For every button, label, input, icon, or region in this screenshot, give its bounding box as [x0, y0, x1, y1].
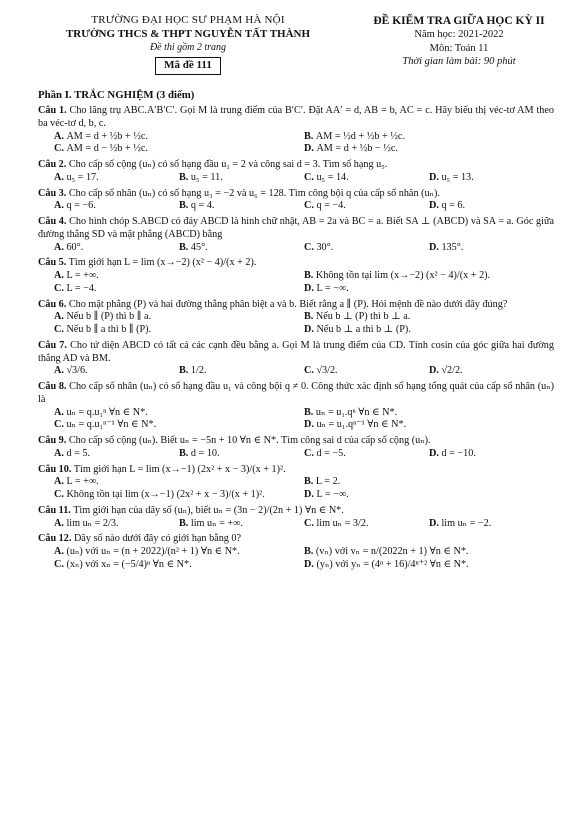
option-text: Nếu b ∥ (P) thì b ∥ a.	[66, 311, 152, 323]
answer-options	[38, 311, 554, 337]
option-letter: B.	[179, 447, 191, 459]
question	[38, 216, 554, 254]
question	[38, 533, 554, 571]
answer-option	[54, 324, 304, 337]
option-letter: A.	[54, 130, 67, 142]
question	[38, 257, 554, 295]
answer-options	[38, 448, 554, 461]
option-letter: A.	[54, 365, 67, 377]
question	[38, 381, 554, 432]
option-letter: D.	[304, 143, 317, 155]
question-stem	[38, 159, 554, 172]
question-text: Cho cấp số nhân (uₙ) có số hạng đầu u₁ và công bội q ≠ 0. Công thức xác định số hạng tổng quát của cấp số nhân (uₙ) là	[38, 381, 554, 405]
answer-option	[54, 518, 179, 531]
question-text: Dãy số nào dưới đây có giới hạn bằng 0?	[71, 533, 242, 545]
answer-option	[179, 172, 304, 185]
answer-option	[304, 324, 554, 337]
option-text: lim uₙ = +∞.	[190, 517, 243, 529]
option-text: Nếu b ⊥ (P) thì b ⊥ a.	[315, 311, 411, 323]
duration: Thời gian làm bài: 90 phút	[402, 55, 516, 67]
option-letter: D.	[429, 365, 442, 377]
question	[38, 435, 554, 461]
answer-option	[54, 365, 179, 378]
question-text: Cho mặt phẳng (P) và hai đường thẳng phân biệt a và b. Biết rằng a ∥ (P). Hỏi mệnh đề nào dưới đây đúng?	[66, 298, 508, 310]
option-letter: B.	[304, 476, 316, 488]
option-letter: D.	[429, 517, 442, 529]
question	[38, 159, 554, 185]
answer-option	[304, 242, 429, 255]
option-text: uₙ = u₁.qⁿ ∀n ∈ N*.	[315, 406, 398, 418]
question-text: Cho tứ diện ABCD có tất cả các cạnh đều bằng a. Gọi M là trung điểm của CD. Tính cosin của góc giữa hai đường thẳng AD và BM.	[38, 339, 554, 364]
question-number: Câu 8.	[38, 381, 67, 393]
option-text: L = −∞.	[316, 282, 349, 294]
question-stem	[38, 299, 554, 312]
answer-option	[179, 200, 304, 213]
question-text: Cho hình chóp S.ABCD có đáy ABCD là hình chữ nhật, AB = 2a và BC = a. Biết SA ⊥ (ABCD) và SA = a. Góc giữa đường thẳng SD và mặt phẳng (ABCD) bằng	[38, 216, 554, 240]
option-letter: D.	[429, 200, 442, 212]
option-letter: A.	[54, 311, 67, 323]
answer-option	[304, 200, 429, 213]
question	[38, 105, 554, 156]
option-text: 60°.	[66, 241, 84, 253]
question-number: Câu 12.	[38, 533, 72, 545]
option-letter: A.	[54, 517, 67, 529]
question	[38, 299, 554, 337]
answer-option	[54, 131, 304, 144]
question-text: Cho lăng trụ ABC.A′B′C′. Gọi M là trung điểm của B′C′. Đặt AA′ = d, AB = b, AC = c. Hãy biểu thị véc-tơ AM theo ba véc-tơ d, b, c.	[38, 105, 554, 129]
question-number: Câu 6.	[38, 298, 67, 310]
option-letter: C.	[54, 282, 67, 294]
question-number: Câu 2.	[38, 159, 67, 171]
option-letter: D.	[304, 558, 317, 570]
option-letter: A.	[54, 200, 67, 212]
option-text: 45°.	[190, 241, 208, 253]
option-letter: A.	[54, 546, 67, 558]
answer-option	[304, 131, 554, 144]
option-text: lim uₙ = 3/2.	[316, 517, 369, 529]
question-number: Câu 1.	[38, 105, 67, 117]
answer-option	[304, 559, 554, 572]
option-letter: C.	[304, 447, 317, 459]
answer-options	[38, 200, 554, 213]
option-text: q = −4.	[316, 200, 346, 212]
option-text: u₅ = 13.	[441, 171, 474, 183]
university-name: TRƯỜNG ĐẠI HỌC SƯ PHẠM HÀ NỘI	[91, 14, 285, 26]
option-text: Nếu b ⊥ a thì b ⊥ (P).	[316, 324, 411, 336]
exam-info-block	[364, 14, 554, 75]
option-letter: D.	[304, 324, 317, 336]
option-letter: C.	[54, 419, 67, 431]
option-text: uₙ = q.u₁ⁿ ∀n ∈ N*.	[66, 406, 148, 418]
option-text: (yₙ) với yₙ = (4ⁿ + 16)/4ⁿ⁺² ∀n ∈ N*.	[316, 558, 469, 570]
option-text: uₙ = u₁.qⁿ⁻¹ ∀n ∈ N*.	[316, 419, 407, 431]
answer-option	[54, 242, 179, 255]
option-letter: C.	[54, 489, 67, 501]
option-letter: D.	[304, 489, 317, 501]
answer-options	[38, 242, 554, 255]
answer-options	[38, 270, 554, 296]
option-letter: B.	[304, 406, 316, 418]
option-letter: A.	[54, 270, 67, 282]
answer-option	[429, 365, 554, 378]
option-letter: A.	[54, 171, 67, 183]
option-text: d = 10.	[190, 447, 220, 459]
question-list	[38, 105, 554, 572]
answer-options	[38, 546, 554, 572]
question-text: Cho cấp số nhân (uₙ) có số hạng u₃ = −2 và u₆ = 128. Tìm công bội q của cấp số nhân (uₙ).	[66, 187, 440, 199]
question-stem	[38, 216, 554, 242]
answer-options	[38, 518, 554, 531]
question	[38, 505, 554, 531]
answer-options	[38, 172, 554, 185]
answer-option	[54, 143, 304, 156]
option-text: d = −5.	[316, 447, 346, 459]
answer-option	[304, 365, 429, 378]
answer-option	[304, 546, 554, 559]
answer-option	[179, 518, 304, 531]
question	[38, 464, 554, 502]
option-text: d = 5.	[66, 447, 91, 459]
answer-option	[54, 172, 179, 185]
answer-options	[38, 407, 554, 433]
answer-option	[304, 489, 554, 502]
answer-option	[304, 448, 429, 461]
option-letter: B.	[179, 171, 191, 183]
option-letter: D.	[429, 447, 442, 459]
option-letter: C.	[54, 324, 67, 336]
school-name: TRƯỜNG THCS & THPT NGUYỄN TẤT THÀNH	[65, 27, 311, 40]
option-text: Nếu b ∥ a thì b ∥ (P).	[66, 324, 152, 336]
exam-code-box: Mã đề 111	[155, 57, 221, 75]
answer-option	[54, 476, 304, 489]
answer-option	[429, 242, 554, 255]
option-letter: D.	[304, 419, 317, 431]
option-text: u₅ = 17.	[66, 171, 99, 183]
answer-options	[38, 131, 554, 157]
question-stem	[38, 505, 554, 518]
option-text: q = −6.	[66, 200, 96, 212]
answer-option	[54, 546, 304, 559]
answer-option	[179, 448, 304, 461]
question-text: Tìm giới hạn L = lim (x→−2) (x² − 4)/(x + 2).	[66, 257, 257, 269]
question-stem	[38, 464, 554, 477]
answer-option	[304, 143, 554, 156]
question-stem	[38, 533, 554, 546]
answer-option	[304, 518, 429, 531]
option-letter: A.	[54, 476, 67, 488]
question	[38, 188, 554, 214]
option-letter: D.	[429, 171, 442, 183]
page-count-note: Đề thi gồm 2 trang	[149, 41, 227, 53]
question	[38, 340, 554, 378]
option-text: (xₙ) với xₙ = (−5/4)ⁿ ∀n ∈ N*.	[66, 558, 192, 570]
answer-option	[54, 559, 304, 572]
answer-option	[54, 448, 179, 461]
question-stem	[38, 435, 554, 448]
answer-option	[304, 283, 554, 296]
answer-option	[54, 270, 304, 283]
option-text: L = +∞.	[66, 270, 99, 282]
option-text: √3/6.	[66, 365, 88, 377]
option-letter: C.	[54, 558, 67, 570]
answer-option	[54, 311, 304, 324]
option-text: lim uₙ = −2.	[441, 517, 492, 529]
option-letter: C.	[304, 241, 317, 253]
option-text: AM = ½d + ½b + ½c.	[315, 130, 406, 142]
option-text: d = −10.	[441, 447, 476, 459]
option-letter: B.	[304, 270, 316, 282]
option-text: 30°.	[316, 241, 334, 253]
option-letter: C.	[304, 200, 317, 212]
answer-option	[179, 242, 304, 255]
option-text: uₙ = q.u₁ⁿ⁻¹ ∀n ∈ N*.	[66, 419, 157, 431]
option-text: u₅ = 14.	[316, 171, 349, 183]
option-text: (vₙ) với vₙ = n/(2022n + 1) ∀n ∈ N*.	[315, 546, 469, 558]
option-text: √3/2.	[316, 365, 338, 377]
school-year: Năm học: 2021-2022	[414, 29, 504, 41]
school-block	[38, 14, 338, 75]
option-text: q = 4.	[190, 200, 215, 212]
option-letter: D.	[429, 241, 442, 253]
option-letter: B.	[179, 241, 191, 253]
question-stem	[38, 257, 554, 270]
subject: Môn: Toán 11	[429, 42, 489, 54]
option-letter: B.	[304, 546, 316, 558]
answer-option	[429, 518, 554, 531]
answer-option	[429, 172, 554, 185]
option-letter: B.	[179, 200, 191, 212]
option-text: L = +∞.	[66, 476, 99, 488]
option-text: lim uₙ = 2/3.	[66, 517, 119, 529]
question-number: Câu 4.	[38, 216, 67, 228]
option-text: L = 2.	[315, 476, 341, 488]
section-title: Phần I. TRẮC NGHIỆM (3 điểm)	[38, 88, 195, 101]
option-letter: B.	[179, 517, 191, 529]
answer-option	[54, 419, 304, 432]
question-number: Câu 5.	[38, 257, 67, 269]
answer-option	[54, 489, 304, 502]
option-letter: B.	[304, 130, 316, 142]
option-letter: D.	[304, 282, 317, 294]
question-number: Câu 7.	[38, 339, 67, 351]
option-letter: A.	[54, 447, 67, 459]
answer-options	[38, 365, 554, 378]
answer-option	[54, 283, 304, 296]
question-stem	[38, 340, 554, 366]
exam-header	[38, 14, 554, 75]
question-stem	[38, 105, 554, 131]
question-stem	[38, 381, 554, 407]
option-text: u₅ = 11.	[190, 171, 223, 183]
option-text: Không tồn tại lim (x→−2) (x² − 4)/(x + 2).	[315, 270, 491, 282]
option-text: √2/2.	[441, 365, 463, 377]
answer-option	[304, 476, 554, 489]
option-letter: C.	[304, 171, 317, 183]
answer-option	[304, 311, 554, 324]
option-text: Không tồn tại lim (x→−1) (2x² + x − 3)/(x + 1)².	[66, 489, 265, 501]
option-text: L = −4.	[66, 282, 97, 294]
option-text: q = 6.	[441, 200, 466, 212]
answer-option	[304, 419, 554, 432]
answer-options	[38, 476, 554, 502]
question-text: Cho cấp số cộng (uₙ). Biết uₙ = −5n + 10 ∀n ∈ N*. Tìm công sai d của cấp số cộng (uₙ).	[66, 435, 431, 447]
option-letter: A.	[54, 406, 67, 418]
answer-option	[179, 365, 304, 378]
option-letter: B.	[179, 365, 191, 377]
question-text: Cho cấp số cộng (uₙ) có số hạng đầu u₁ = 2 và công sai d = 3. Tìm số hạng u₅.	[66, 159, 388, 171]
option-letter: C.	[304, 365, 317, 377]
question-text: Tìm giới hạn của dãy số (uₙ), biết uₙ = (3n − 2)/(2n + 1) ∀n ∈ N*.	[70, 504, 344, 516]
exam-title: ĐỀ KIỂM TRA GIỮA HỌC KỲ II	[373, 15, 545, 27]
answer-option	[304, 172, 429, 185]
answer-option	[304, 270, 554, 283]
option-letter: C.	[54, 143, 67, 155]
question-stem	[38, 188, 554, 201]
question-number: Câu 3.	[38, 187, 67, 199]
answer-option	[429, 200, 554, 213]
option-text: 135°.	[441, 241, 464, 253]
option-text: AM = d − ½b + ½c.	[66, 143, 148, 155]
question-number: Câu 11.	[38, 504, 71, 516]
option-text: L = −∞.	[316, 489, 349, 501]
option-text: (uₙ) với uₙ = (n + 2022)/(n² + 1) ∀n ∈ N*.	[66, 546, 240, 558]
question-text: Tìm giới hạn L = lim (x→−1) (2x² + x − 3)/(x + 1)².	[71, 463, 286, 475]
option-text: 1/2.	[190, 365, 207, 377]
option-letter: C.	[304, 517, 317, 529]
answer-option	[54, 200, 179, 213]
question-number: Câu 9.	[38, 435, 67, 447]
answer-option	[304, 407, 554, 420]
option-text: AM = d + ½b + ½c.	[66, 130, 148, 142]
question-number: Câu 10.	[38, 463, 72, 475]
option-letter: A.	[54, 241, 67, 253]
option-text: AM = d + ½b − ½c.	[316, 143, 398, 155]
answer-option	[429, 448, 554, 461]
option-letter: B.	[304, 311, 316, 323]
answer-option	[54, 407, 304, 420]
